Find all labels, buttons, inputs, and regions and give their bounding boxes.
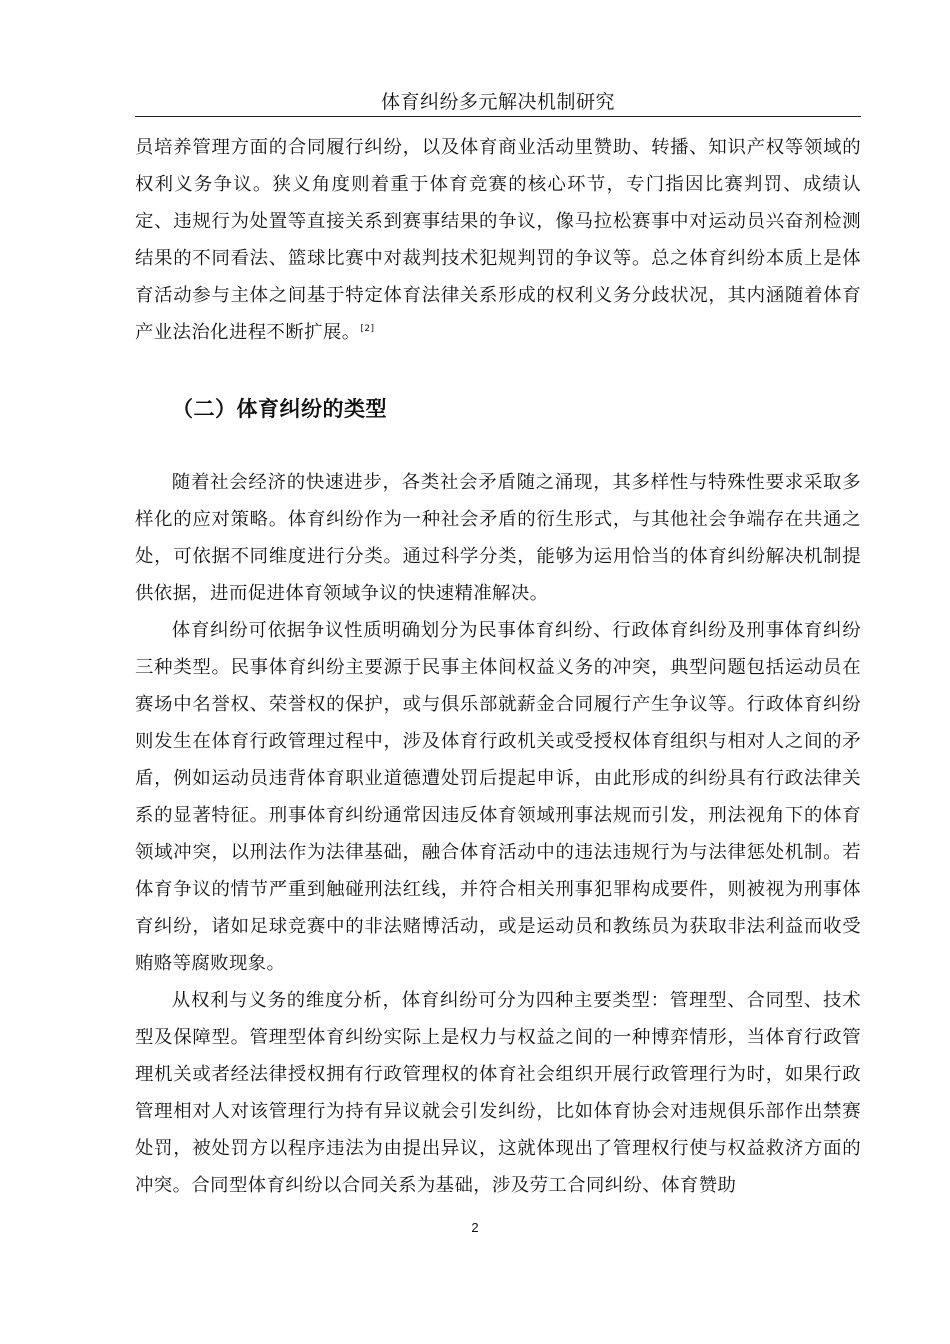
- paragraph-3: 从权利与义务的维度分析，体育纠纷可分为四种主要类型：管理型、合同型、技术型及保障型。管理型体育纠纷实际上是权力与权益之间的一种博弈情形，当体育行政管理机关或者经法律授权拥有行政管理权的体育社会组织开展行政管理行为时，如果行政管理相对人对该管理行为持有异议就会引发纠纷，比如体育协会对违规俱乐部作出禁赛处罚，被处罚方以程序违法为由提出异议，这就体现出了管理权行使与权益救济方面的冲突。合同型体育纠纷以合同关系为基础，涉及劳工合同纠纷、体育赞助: [135, 990, 861, 1196]
- paragraph-2: 体育纠纷可依据争议性质明确划分为民事体育纠纷、行政体育纠纷及刑事体育纠纷三种类型。民事体育纠纷主要源于民事主体间权益义务的冲突，典型问题包括运动员在赛场中名誉权、荣誉权的保护，或与俱乐部就薪金合同履行产生争议等。行政体育纠纷则发生在体育行政管理过程中，涉及体育行政机关或受授权体育组织与相对人之间的矛盾，例如运动员违背体育职业道德遭处罚后提起申诉，由此形成的纠纷具有行政法律关系的显著特征。刑事体育纠纷通常因违反体育领域刑事法规而引发，刑法视角下的体育领域冲突，以刑法作为法律基础，融合体育活动中的违法违规行为与法律惩处机制。若体育争议的情节严重到触碰刑法红线，并符合相关刑事犯罪构成要件，则被视为刑事体育纠纷，诸如足球竞赛中的非法赌博活动，或是运动员和教练员为获取非法利益而收受贿赂等腐败现象。: [135, 620, 861, 974]
- page-number: 2: [471, 1220, 479, 1235]
- continuation-paragraph: [135, 129, 861, 351]
- section-heading: （二）体育纠纷的类型: [172, 397, 387, 421]
- continuation-text: 员培养管理方面的合同履行纠纷，以及体育商业活动里赞助、转播、知识产权等领域的权利义务争议。狭义角度则着重于体育竞赛的核心环节，专门指因比赛判罚、成绩认定、违规行为处置等直接关系到赛事结果的争议，像马拉松赛事中对运动员兴奋剂检测结果的不同看法、篮球比赛中对裁判技术犯规判罚的争议等。总之体育纠纷本质上是体育活动参与主体之间基于特定体育法律关系形成的权利义务分歧状况，其内涵随着体育产业法治化进程不断扩展。: [135, 137, 861, 343]
- paragraph-1: 随着社会经济的快速进步，各类社会矛盾随之涌现，其多样性与特殊性要求采取多样化的应对策略。体育纠纷作为一种社会矛盾的衍生形式，与其他社会争端存在共通之处，可依据不同维度进行分类。通过科学分类，能够为运用恰当的体育纠纷解决机制提供依据，进而促进体育领域争议的快速精准解决。: [135, 472, 861, 604]
- citation-ref: [2]: [360, 323, 375, 334]
- section-body: [135, 464, 861, 1204]
- page-header-title: 体育纠纷多元解决机制研究: [380, 91, 615, 113]
- header-divider: [135, 116, 861, 117]
